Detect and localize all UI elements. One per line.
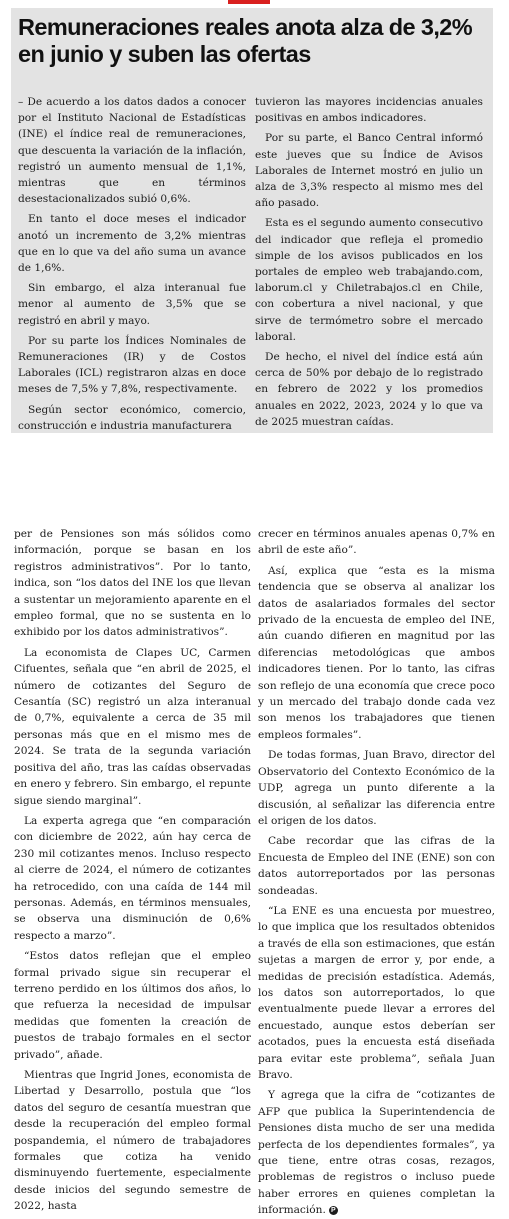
box-column-left (18, 94, 246, 434)
article-paragraph: per de Pensiones son más sólidos como información, porque se basan en los registros administrativos”. Por lo tanto, indica, son “los datos del INE los que llevan a sustentar un mejoramiento aparente en el empleo formal, que no se sustenta en lo exhibido por los datos administrativos”. (14, 528, 251, 639)
article-column-right (258, 526, 495, 1219)
article-paragraph-last-text: Y agrega que la cifra de “cotizantes de AFP que publica la Superintendencia de Pensiones dista mucho de ser una medida perfecta de los dependientes formales”, ya que tiene, entre otras cosas, rezagos, problemas de registros o incluso puede haber errores en quienes completan la información. (258, 1089, 495, 1217)
box-paragraph: Esta es el segundo aumento consecutivo del indicador que refleja el promedio simple de los avisos publicados en los portales de empleo web trabajando.com, laborum.cl y Chiletrabajos.cl en Chile, con cobertura a nivel nacional, y que sirve de termómetro sobre el mercado laboral. (255, 217, 483, 343)
box-paragraph: De hecho, el nivel del índice está aún cerca de 50% por debajo de lo registrado en febrero de 2022 y los promedios anuales en 2022, 2023, 2024 y lo que va de 2025 muestran caídas. (255, 351, 483, 428)
box-paragraph: tuvieron las mayores incidencias anuales positivas en ambos indicadores. (255, 96, 483, 125)
article-paragraph: Mientras que Ingrid Jones, economista de Libertad y Desarrollo, postula que “los datos del seguro de cesantía muestran que desde la recuperación del empleo formal pospandemia, el número de trabajadores formales que cotiza ha venido disminuyendo fuertemente, especialmente desde inicios del segundo semestre de 2022, hasta (14, 1069, 251, 1213)
article-paragraph: La economista de Clapes UC, Carmen Cifuentes, señala que “en abril de 2025, el número de cotizantes del Seguro de Cesantía (SC) registró un alza interanual de 0,7%, equivalente a cerca de 35 mil personas más que en el mismo mes de 2024. Se trata de la segunda variación positiva del año, tras las caídas observadas en enero y febrero. Sin embargo, el repunte sigue siendo marginal”. (14, 646, 251, 807)
end-mark-icon: P (329, 1206, 338, 1215)
article-column-left (14, 526, 251, 1215)
section-marker (228, 0, 270, 4)
article-paragraph: Así, explica que “esta es la misma tendencia que se observa al analizar los datos de asalariados formales del sector privado de la encuesta de empleo del INE, aún cuando difieren en magnitud por las diferencias metodológicas que ambos indicadores tienen. Por lo tanto, las cifras son reflejo de una economía que crece poco y un mercado del trabajo donde cada vez son menos los trabajadores que tienen empleos formales”. (258, 564, 495, 741)
article-paragraph: De todas formas, Juan Bravo, director del Observatorio del Contexto Económico de la UDP, agrega un punto diferente a la discusión, al señalizar las diferencia entre el origen de los datos. (258, 749, 495, 827)
box-paragraph: En tanto el doce meses el indicador anotó un incremento de 3,2% mientras que en lo que va del año suma un avance de 1,6%. (18, 213, 246, 275)
box-paragraph: – De acuerdo a los datos dados a conocer por el Instituto Nacional de Estadísticas (INE) el índice real de remuneraciones, que descuenta la variación de la inflación, registró un aumento mensual de 1,1%, mientras que en términos desestacionalizados subió 0,6%. (18, 96, 246, 206)
box-paragraph: Por su parte los Índices Nominales de Remuneraciones (IR) y de Costos Laborales (ICL) registraron alzas en doce meses de 7,5% y 7,8%, respectivamente. (18, 334, 246, 396)
box-paragraph: Sin embargo, el alza interanual fue menor al aumento de 3,5% que se registró en abril y mayo. (18, 282, 246, 327)
article-paragraph: “La ENE es una encuesta por muestreo, lo que implica que los resultados obtenidos a través de ella son estimaciones, que están sujetas a margen de error y, por ende, a medidas de precisión estadística. Además, los datos son autorreportados, lo que eventualmente puede llevar a errores del encuestado, aunque estos deberían ser acotados, pues la encuesta está diseñada para evitar este problema”, señala Juan Bravo. (258, 904, 495, 1081)
article-paragraph: La experta agrega que “en comparación con diciembre de 2022, aún hay cerca de 230 mil cotizantes menos. Incluso respecto al cierre de 2024, el número de cotizantes ha retrocedido, con una caída de 144 mil personas. Además, en términos mensuales, se observa una disminución de 0,6% respecto a marzo”. (14, 814, 251, 942)
box-column-right (255, 94, 483, 430)
article-paragraph: “Estos datos reflejan que el empleo formal privado sigue sin recuperar el terreno perdido en los últimos dos años, lo que refuerza la necesidad de impulsar medidas que fomenten la creación de puestos de trabajo formales en el sector privado”, añade. (14, 950, 251, 1061)
box-paragraph: Según sector económico, comercio, construcción e industria manufacturera (18, 403, 246, 432)
article-paragraph-last (258, 1087, 495, 1218)
headline: Remuneraciones reales anota alza de 3,2% en junio y suben las ofertas (18, 14, 473, 67)
box-paragraph: Por su parte, el Banco Central informó este jueves que su Índice de Avisos Laborales de Internet mostró en julio un alza de 3,3% respecto al mismo mes del año pasado. (255, 132, 483, 210)
article-paragraph: Cabe recordar que las cifras de la Encuesta de Empleo del INE (ENE) son con datos autorreportados por las personas sondeadas. (258, 835, 495, 897)
article-paragraph: crecer en términos anuales apenas 0,7% en abril de este año”. (258, 528, 495, 557)
